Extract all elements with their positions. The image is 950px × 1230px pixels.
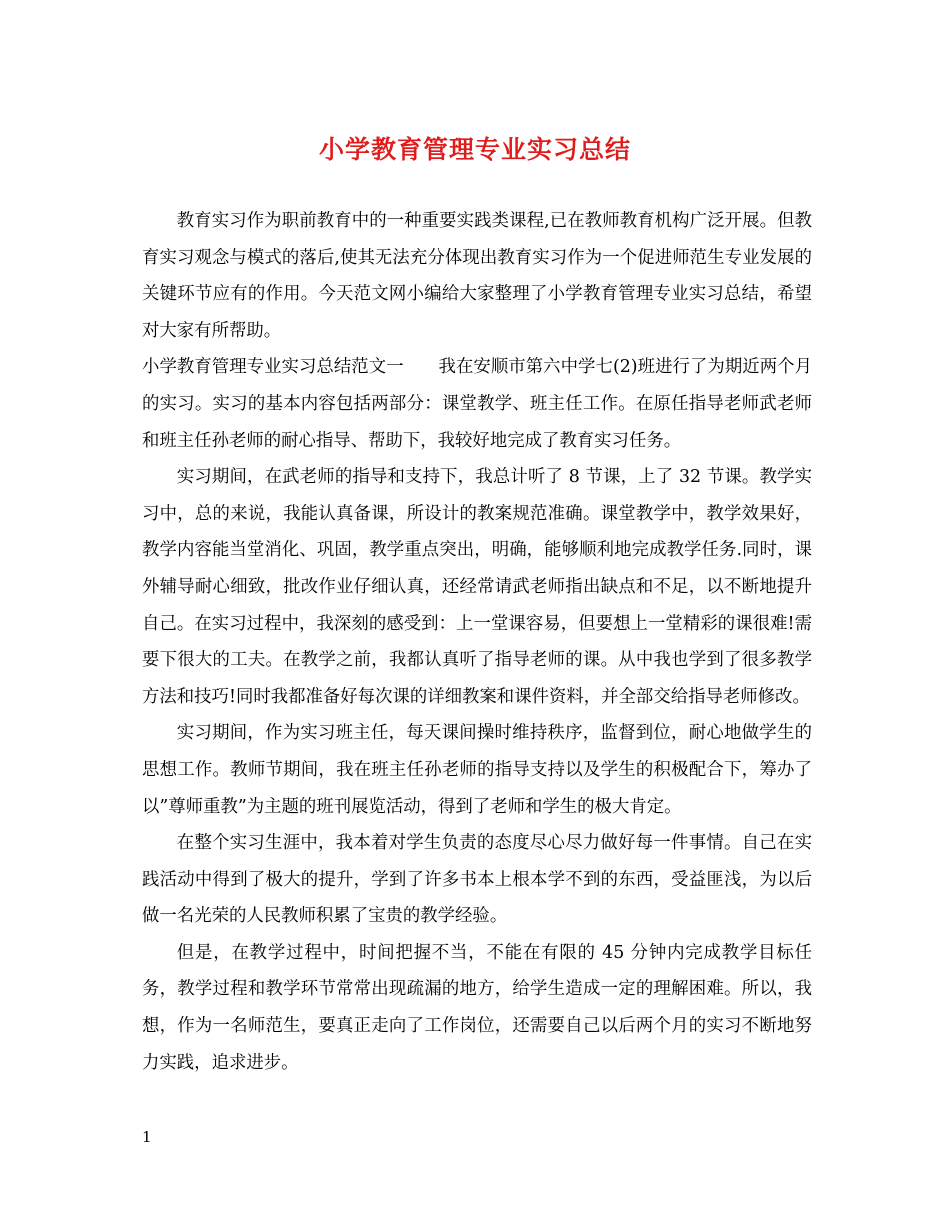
document-title: 小学教育管理专业实习总结	[318, 135, 631, 164]
paragraph-intro: 教育实习作为职前教育中的一种重要实践类课程,已在教师教育机构广泛开展。但教育实习观念与模式的落后,使其无法充分体现出教育实习作为一个促进师范生专业发展的关键环节应有的作用。今天范文网小编给大家整理了小学教育管理专业实习总结，希望对大家有所帮助。	[142, 211, 812, 341]
paragraph-teaching: 实习期间，在武老师的指导和支持下，我总计听了 8 节课，上了 32 节课。教学实习中，总的来说，我能认真备课，所设计的教案规范准确。课堂教学中，教学效果好，教学内容能当堂消化、巩固，教学重点突出，明确，能够顺利地完成教学任务.同时，课外辅导耐心细致，批改作业仔细认真，还经常请武老师指出缺点和不足，以不断地提升自己。在实习过程中，我深刻的感受到：上一堂课容易，但要想上一堂精彩的课很难!需要下很大的工夫。在教学之前，我都认真听了指导老师的课。从中我也学到了很多教学方法和技巧!同时我都准备好每次课的详细教案和课件资料，并全部交给指导老师修改。	[142, 467, 812, 707]
document-body	[142, 203, 812, 1081]
paragraph-growth: 在整个实习生涯中，我本着对学生负责的态度尽心尽力做好每一件事情。自己在实践活动中得到了极大的提升，学到了许多书本上根本学不到的东西，受益匪浅，为以后做一名光荣的人民教师积累了宝贵的教学经验。	[142, 833, 812, 927]
paragraph-class-teacher: 实习期间，作为实习班主任，每天课间操时维持秩序，监督到位，耐心地做学生的思想工作。教师节期间，我在班主任孙老师的指导支持以及学生的积极配合下，筹办了以”尊师重教”为主题的班刊展览活动，得到了老师和学生的极大肯定。	[142, 723, 812, 817]
page-number: 1	[142, 1128, 152, 1146]
paragraph-shortcomings: 但是，在教学过程中，时间把握不当，不能在有限的 45 分钟内完成教学目标任务，教学过程和教学环节常常出现疏漏的地方，给学生造成一定的理解困难。所以，我想，作为一名师范生，要真正走向了工作岗位，还需要自己以后两个月的实习不断地努力实践，追求进步。	[142, 942, 812, 1073]
paragraph-sample-one: 小学教育管理专业实习总结范文一 我在安顺市第六中学七(2)班进行了为期近两个月的实习。实习的基本内容包括两部分：课堂教学、班主任工作。在原任指导老师武老师和班主任孙老师的耐心指导、帮助下，我较好地完成了教育实习任务。	[142, 357, 812, 451]
